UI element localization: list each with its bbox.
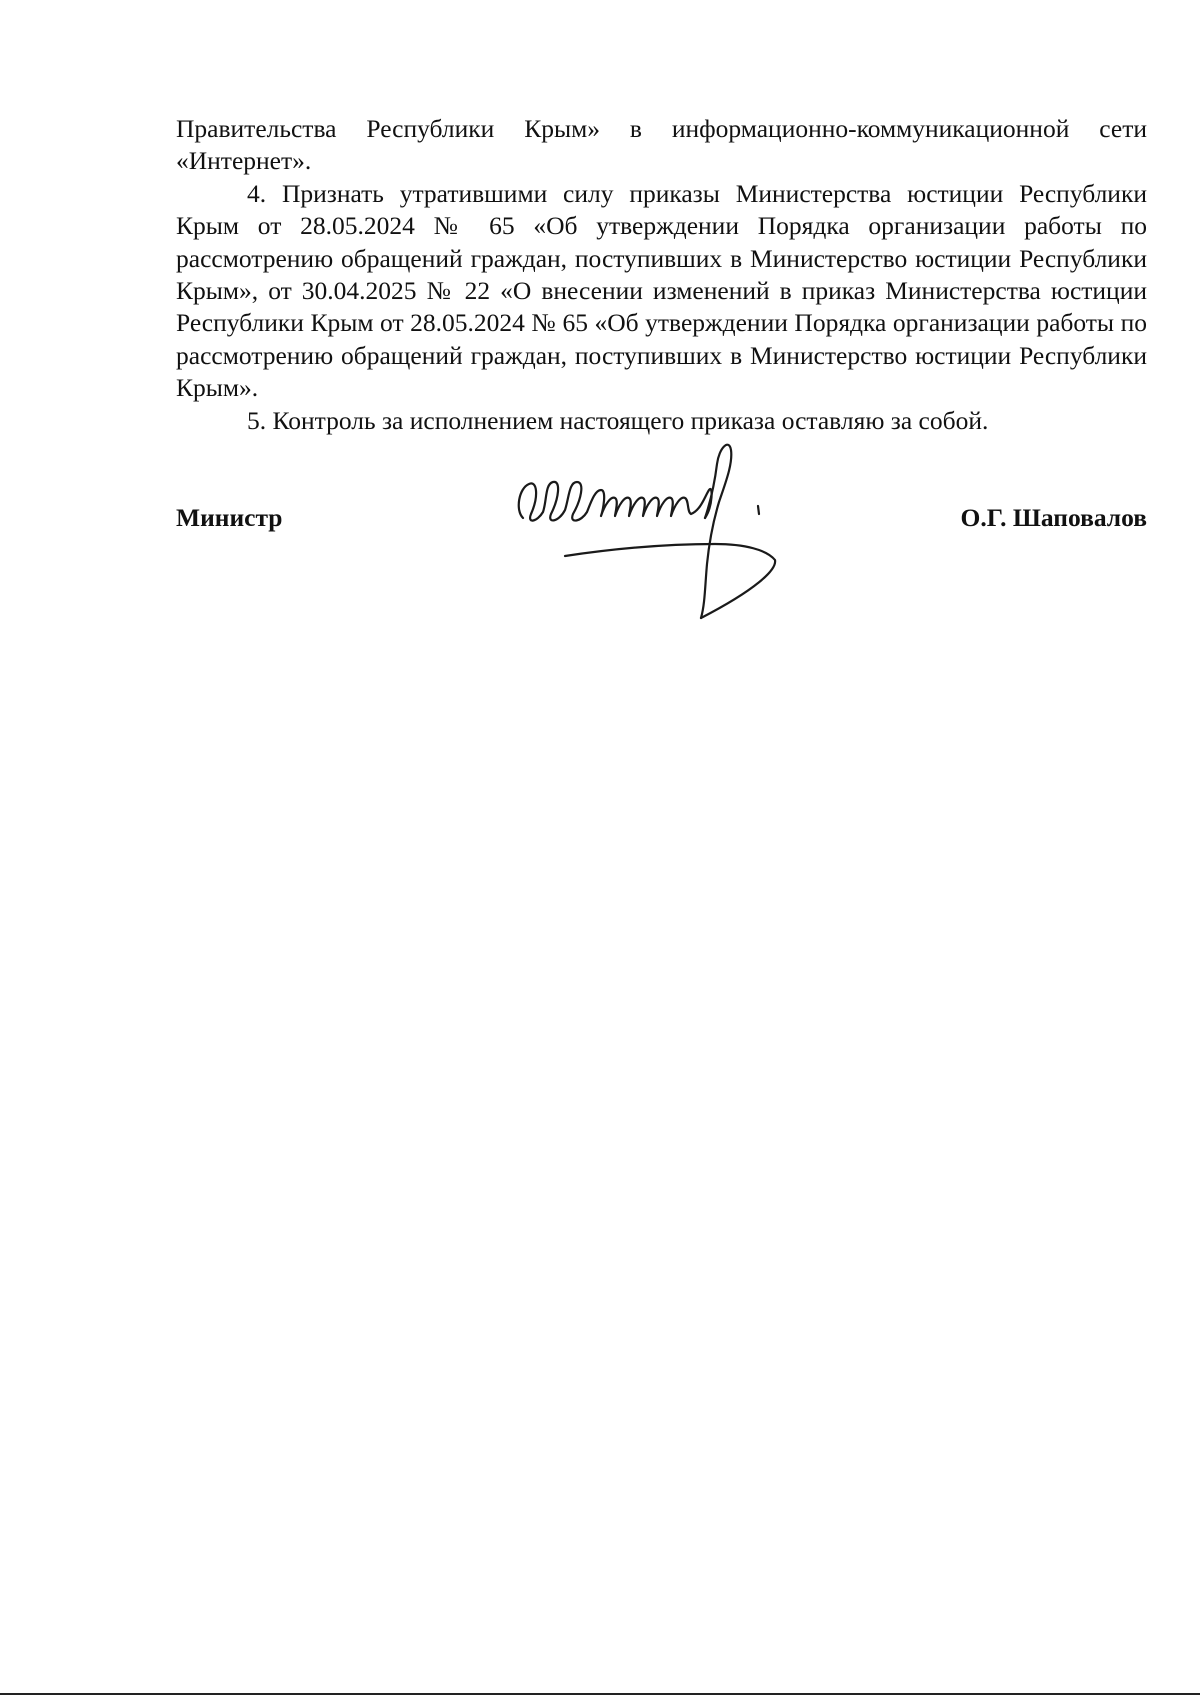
signatory-name: О.Г. Шаповалов — [960, 503, 1147, 532]
document-body — [176, 113, 1147, 437]
signatory-role: Министр — [176, 503, 283, 532]
paragraph-continuation: Правительства Республики Крым» в информационно-коммуникационной сети «Интернет». — [176, 114, 1147, 176]
paragraph-item-4: 4. Признать утратившими силу приказы Министерства юстиции Республики Крым от 28.05.2024 № 65 «Об утверждении Порядка организации работы по рассмотрению обращений граждан, поступивших в Министерство юстиции Республики Крым», от 30.04.2025 № 22 «О внесении изменений в приказ Министерства юстиции Республики Крым от 28.05.2024 № 65 «Об утверждении Порядка организации работы по рассмотрению обращений граждан, поступивших в Министерство юстиции Республики Крым». — [176, 178, 1147, 403]
paragraph-item-5: 5. Контроль за исполнением настоящего приказа оставляю за собой. — [247, 405, 989, 435]
handwritten-signature-icon — [515, 440, 845, 670]
